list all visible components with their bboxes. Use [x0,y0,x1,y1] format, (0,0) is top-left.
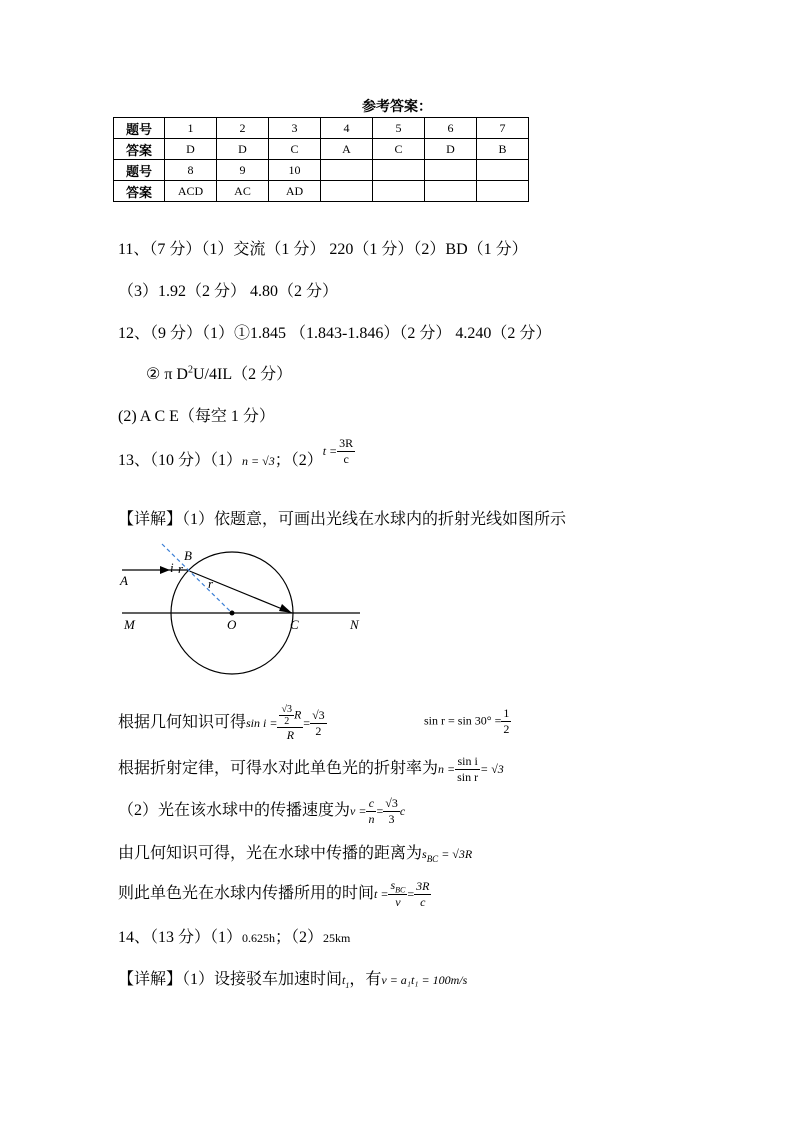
answer-table-cell: 5 [373,118,425,139]
q11-line1: 11、（7 分）（1）交流（1 分） 220（1 分）（2）BD（1 分） [118,241,528,258]
answer-table-row [114,160,529,181]
answer-table-cell [373,160,425,181]
answer-table-cell: 3 [269,118,321,139]
answer-table-cell [477,160,529,181]
q13-answer2-frac: $\frac{3R}{c}$ [339,436,354,466]
q13-geo-line: 根据几何知识可得sin i = $\frac{√3}{2}$ R R = $\frac{√3}{2}$ [118,704,325,742]
center-point-O [230,611,235,616]
answer-table-cell: 9 [217,160,269,181]
label-B: B [184,548,192,563]
refracted-ray-BC [187,570,292,613]
answer-table-header-cell: 答案 [114,139,165,160]
answer-table-cell: 7 [477,118,529,139]
answer-table-cell [477,181,529,202]
q13-answer1: n = √3 [242,454,275,469]
answer-table-cell [425,160,477,181]
answer-table-cell: C [373,139,425,160]
q14-head: 14、（13 分）（1）0.625h；（2）25km [118,929,351,946]
q13-time-line: 则此单色光在水球内传播所用的时间t = $\frac{s_{BC}}{v}$ = $\frac{3R}{c}$ [118,878,430,910]
answer-table-cell: 6 [425,118,477,139]
answer-table-cell [373,181,425,202]
answer-table-cell: 10 [269,160,321,181]
answer-table-cell [321,181,373,202]
q14-detail: 【详解】（1）设接驳车加速时间$t_1$，有v = a₁t₁ = 100m/s [118,971,468,991]
answer-table-row [114,181,529,202]
answer-table-header-cell: 答案 [114,181,165,202]
refracted-arrow-icon [279,604,292,613]
incident-arrow-icon [160,566,170,574]
refraction-diagram [112,540,372,680]
answer-title: 参考答案： [362,99,432,115]
answer-table-cell: A [321,139,373,160]
label-C: C [290,617,299,632]
q13-head: 13、（10 分）（1）n = √3；$(2)^{t =}$ $\frac{3R}{c}$ [118,436,354,470]
q13-dist-line: 由几何知识可得，光在水球中传播的距离为$s_{BC} = √3R$ [118,845,473,865]
answer-table-cell: D [425,139,477,160]
sin-r-expr: sin r = sin 30° = $\frac{1}{2}$ [424,706,510,736]
q13-detail: 【详解】（1）依题意，可画出光线在水球内的折射光线如图所示 [118,511,567,528]
q12-line3: (2) A C E（每空 1 分） [118,408,275,425]
label-N: N [350,617,359,632]
q13-speed-line: （2）光在该水球中的传播速度为v = $\frac{c}{n}$ = $\frac{√3}{3}$ c [118,796,406,826]
label-M: M [124,617,135,632]
answer-table-cell: ACD [165,181,217,202]
answer-table-cell: D [165,139,217,160]
normal-line [162,544,232,613]
answer-table-cell: AC [217,181,269,202]
answer-table-row [114,118,529,139]
q12-line2: ② π $D^2U/4IL(2$ 分） [146,364,293,383]
q11-line2: （3）1.92（2 分） 4.80（2 分） [118,283,339,300]
answer-table-cell [321,160,373,181]
answer-table [113,117,529,202]
answer-table-cell: 2 [217,118,269,139]
answer-table-row [114,139,529,160]
q12-line1: 12、（9 分）（1）①1.845 （1.843-1.846）（2 分） 4.240（2 分） [118,325,552,342]
label-r2: r [208,576,214,591]
answer-table-cell: 4 [321,118,373,139]
answer-table-header-cell: 题号 [114,160,165,181]
answer-table-cell: 1 [165,118,217,139]
label-O: O [227,617,237,632]
answer-table-cell: D [217,139,269,160]
label-r1: r [178,561,184,576]
answer-table-cell: AD [269,181,321,202]
label-i: i [170,560,174,575]
q13-refr-line: 根据折射定律，可得水对此单色光的折射率为n = $\frac{\text{sin i}}{\text{sin r}}$ = √3 [118,754,504,784]
answer-table-cell: 8 [165,160,217,181]
answer-table-cell [425,181,477,202]
answer-table-cell: C [269,139,321,160]
answer-table-cell: B [477,139,529,160]
label-A: A [120,573,128,588]
sin-i-frac: $\frac{√3}{2}$ R R [277,704,303,743]
answer-table-header-cell: 题号 [114,118,165,139]
